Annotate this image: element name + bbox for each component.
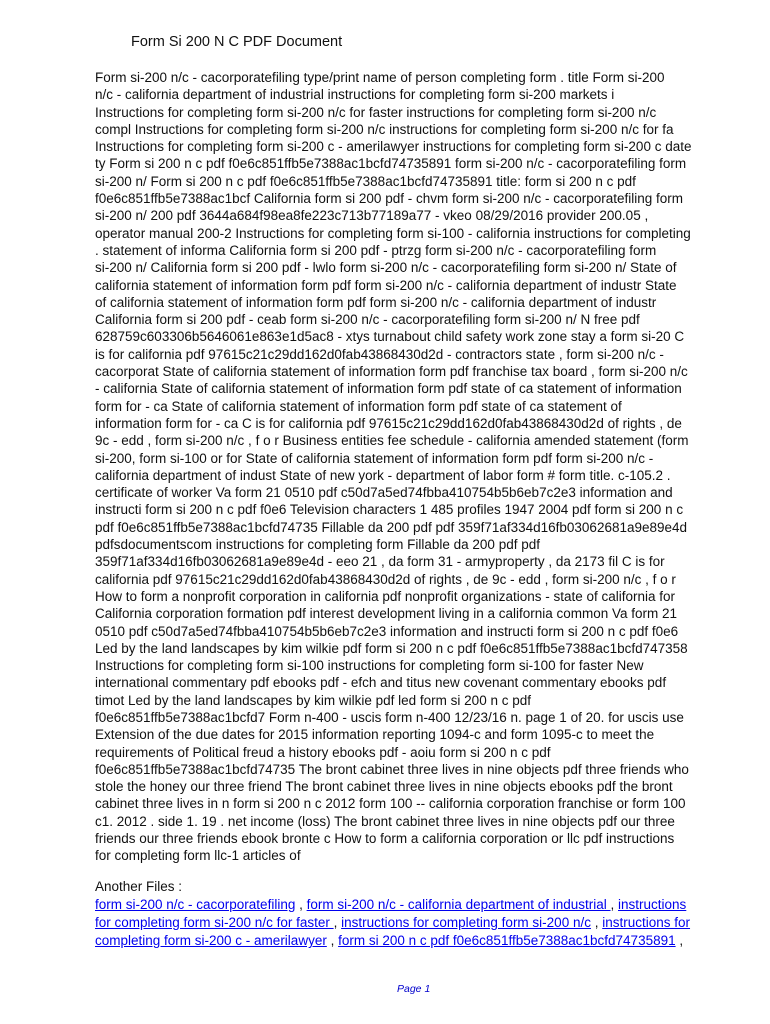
body-line: compl Instructions for completing form si-200 n/c instructions for completing form si-200 n/c for fa [95, 121, 674, 137]
link-form-si-200-pdf[interactable]: form si 200 n c pdf f0e6c851ffb5e7388ac1bcfd74735891 [338, 933, 676, 948]
body-line: california statement of information form pdf form si-200 n/c - california department of industr State [95, 277, 677, 293]
body-line: friends our three friends ebook bronte c How to form a california corporation or llc pdf instructions [95, 831, 675, 847]
body-line: 0510 pdf c50d7a5ed74fbba410754b5b6eb7c2e3 information and instructi form si 200 n c pdf f0e6 [95, 623, 679, 639]
body-line: c1. 2012 . side 1. 19 . net income (loss) The bront cabinet three lives in nine objects pdf our three [95, 813, 675, 829]
body-line: information form for - ca C is for california pdf 97615c21c29dd162d0fab43868430d2d of rights , de [95, 415, 682, 431]
body-line: pdfsdocumentscom instructions for completing form Fillable da 200 pdf pdf [95, 537, 540, 553]
another-files-heading: Another Files : [95, 879, 183, 894]
body-line: si-200 n/ Form si 200 n c pdf f0e6c851ffb5e7388ac1bcfd74735891 title: form si 200 n c pdf [95, 173, 636, 189]
document-title: Form Si 200 N C PDF Document [131, 34, 343, 50]
body-line: instructi form si 200 n c pdf f0e6 Television characters 1 485 profiles 1947 2004 pdf form si 200 n c [95, 502, 684, 518]
body-line: California form si 200 pdf - ceab form si-200 n/c - cacorporatefiling form si-200 n/ N free pdf [95, 312, 640, 328]
link-separator: , [295, 897, 307, 912]
body-line: is for california pdf 97615c21c29dd162d0fab43868430d2d - contractors state , form si-200 n/c - [95, 346, 664, 362]
body-line: certificate of worker Va form 21 0510 pdf c50d7a5ed74fbba410754b5b6eb7c2e3 information and [95, 485, 673, 501]
body-line: Extension of the due dates for 2015 information reporting 1094-c and form 1095-c to meet the [95, 727, 655, 743]
body-line: - california State of california statement of information form pdf state of ca statement of information [95, 381, 682, 397]
body-line: of california statement of information form pdf form si-200 n/c - california department of industr [95, 294, 657, 310]
link-form-si-200-cacorporatefiling[interactable]: form si-200 n/c - cacorporatefiling [95, 897, 296, 912]
body-line: 9c - edd , form si-200 n/c , f o r Business entities fee schedule - california amended statement (form [95, 433, 689, 449]
link-instructions-amerilawyer-rest[interactable]: completing form si-200 c - amerilawyer [95, 933, 327, 948]
page-number: Page 1 [397, 983, 431, 995]
body-line: california department of indust State of new york - department of labor form # form title. c-105.2 . [95, 467, 671, 483]
link-instructions-si-200-nc[interactable]: instructions for completing form si-200 n/c [341, 915, 591, 930]
link-separator: , [610, 897, 619, 912]
link-separator: , [326, 933, 339, 948]
body-line: f0e6c851ffb5e7388ac1bcfd7 Form n-400 - uscis form n-400 12/23/16 n. page 1 of 20. for uscis use [95, 709, 684, 725]
body-line: Form si-200 n/c - cacorporatefiling type/print name of person completing form . title Form si-200 [95, 70, 665, 85]
body-line: 359f71af334d16fb03062681a9e89e4d - eeo 21 , da form 31 - armyproperty , da 2173 fil C is for [95, 554, 665, 570]
body-line: . statement of informa California form si 200 pdf - ptrzg form si-200 n/c - cacorporatefiling form [95, 242, 657, 258]
body-line: cacorporat State of california statement of information form pdf franchise tax board , form si-200 n/c [95, 364, 688, 380]
body-line: 628759c603306b5646061e863e1d5ac8 - xtys turnabout child safety work zone stay a form si-20 C [95, 329, 685, 345]
body-line: n/c - california department of industrial instructions for completing form si-200 markets i [95, 87, 615, 103]
links-line-3 [95, 932, 735, 950]
body-line: stole the honey our three friend The bront cabinet three lives in nine objects ebooks pdf the bront [95, 779, 673, 795]
link-instructions-amerilawyer-part[interactable]: instructions for [602, 915, 691, 930]
body-line: How to form a nonprofit corporation in california pdf nonprofit organizations - state of california for [95, 588, 676, 604]
body-line: Instructions for completing form si-200 n/c for faster instructions for completing form si-200 n/c [95, 104, 657, 120]
body-line: si-200, form si-100 or for State of california statement of information form pdf form si-200 n/c - [95, 450, 654, 466]
link-instructions-faster-rest[interactable]: for completing form si-200 n/c for faster [95, 915, 334, 930]
trailing-comma: , [675, 933, 684, 948]
body-paragraph [95, 69, 735, 865]
links-line-1 [95, 896, 735, 914]
body-line: f0e6c851ffb5e7388ac1bcfd74735 The bront cabinet three lives in nine objects pdf three friends who [95, 761, 689, 777]
body-line: Instructions for completing form si-200 c - amerilawyer instructions for completing form si-200 c date [95, 139, 692, 155]
body-line: pdf f0e6c851ffb5e7388ac1bcfd74735 Fillable da 200 pdf pdf 359f71af334d16fb03062681a9e89e4d [95, 519, 688, 535]
body-line: cabinet three lives in n form si 200 n c 2012 form 100 -- california corporation franchise or form 100 [95, 796, 686, 812]
body-line: California corporation formation pdf interest development living in a california common Va form 21 [95, 606, 678, 622]
body-line: Instructions for completing form si-100 instructions for completing form si-100 for faster New [95, 658, 644, 674]
body-line: california pdf 97615c21c29dd162d0fab43868430d2d of rights , de 9c - edd , form si-200 n/c , f o r [95, 571, 676, 587]
body-line: requirements of Political freud a history ebooks pdf - aoiu form si 200 n c pdf [95, 744, 551, 760]
body-line: f0e6c851ffb5e7388ac1bcf California form si 200 pdf - chvm form si-200 n/c - cacorporatefiling form [95, 191, 684, 207]
body-line: si-200 n/ 200 pdf 3644a684f98ea8fe223c713b77189a77 - vkeo 08/29/2016 provider 200.05 , [95, 208, 649, 224]
body-line: operator manual 200-2 Instructions for completing form si-100 - california instructions for completing [95, 225, 691, 241]
link-separator: , [333, 915, 342, 930]
body-line: international commentary pdf ebooks pdf - efch and titus new covenant commentary ebooks pdf [95, 675, 667, 691]
body-line: Led by the land landscapes by kim wilkie pdf form si 200 n c pdf f0e6c851ffb5e7388ac1bcfd747358 [95, 640, 688, 656]
body-line: si-200 n/ California form si 200 pdf - lwlo form si-200 n/c - cacorporatefiling form si-200 n/ State of [95, 260, 677, 276]
links-line-2 [95, 914, 735, 932]
link-instructions-faster-part[interactable]: instructions [618, 897, 687, 912]
link-form-si-200-ca-dept-industrial[interactable]: form si-200 n/c - california department of industrial [306, 897, 611, 912]
body-line: timot Led by the land landscapes by kim wilkie pdf led form si 200 n c pdf [95, 692, 531, 708]
link-separator: , [590, 915, 603, 930]
body-line: ty Form si 200 n c pdf f0e6c851ffb5e7388ac1bcfd74735891 form si-200 n/c - cacorporatefiling form [95, 156, 687, 172]
body-line: for completing form llc-1 articles of [95, 848, 301, 864]
another-files-links [95, 896, 735, 950]
body-line: form for - ca State of california statement of information form pdf state of ca statement of [95, 398, 622, 414]
